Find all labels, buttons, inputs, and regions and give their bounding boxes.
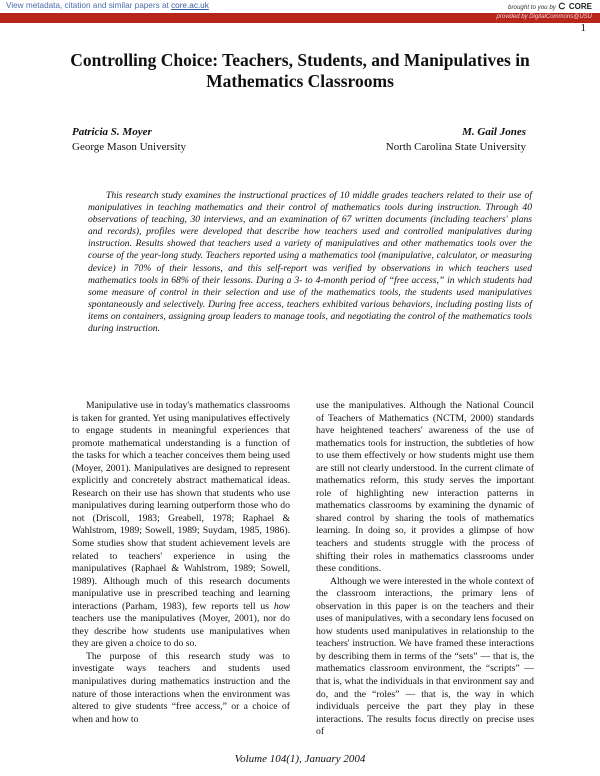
author-name: Patricia S. Moyer — [72, 126, 152, 138]
emphasis-text: how — [273, 600, 290, 612]
text-run: Manipulative use in today's mathematics classrooms is taken for granted. Yet using manipulatives effectively to engage students in meaningful experiences that promote mathematical understanding is a function of the tasks for which a teacher conceives them being used (Moyer, 2001). Manipulatives are designed to represent explicitly and concretely abstract mathematical ideas. Research on their use has shown that students who use manipulatives during learning outperform those who do not (Driscoll, 1983; Greabell, 1978; Raphael & Wahlstrom, 1989; Sowell, 1989; Suydam, 1985, 1986). Some studies show that student achievement levels are related to teachers' experience in using the manipulatives (Raphael & Wahlstrom, 1989; Sowell, 1989). Although much of this research documents manipulative use in prescribed teaching and learning interactions (Parham, 1983), few reports tell us — [72, 400, 290, 612]
body-paragraph: The purpose of this research study was to investigate ways teachers and students used manipulatives during mathematics instruction and the nature of those interactions when the environment was altered to give students “free access,” or a choice of when and how to — [72, 650, 290, 725]
body-paragraph: use the manipulatives. Although the National Council of Teachers of Mathematics (NCTM, 2000) standards have heightened teachers' awareness of the use of mathematics tools for instruction, the subtleties of how to use them effectively or how students might use them are still not clearly understood. In the current climate of mathematics reform, this study serves the important role of highlighting new interaction patterns in mathematics classrooms by examining the dynamic of shared control by sharing the tools of mathematics learning. In doing so, it provides a glimpse of how teachers and students struggle with the process of shifting their roles in mathematics classrooms under these conditions. — [316, 400, 534, 575]
author-affiliation: George Mason University — [72, 141, 187, 153]
body-column-2 — [316, 400, 534, 739]
author-block-1 — [72, 125, 186, 155]
body-paragraph: Although we were interested in the whole context of the classroom interactions, the primary lens of observation in this paper is on the teachers and their uses of manipulatives, with a secondary lens focused on how students used manipulatives in relationship to the teachers' instruction. We have framed these interactions by describing them in terms of the “sets” — that is, the mathematics classroom environment, the “scripts” — that is, what the individuals in that environment say and do, and the “roles” — that is, the way in which individuals perceive the part they play in these interactions. The results focus directly on precise uses of — [316, 575, 534, 738]
brought-text: brought to you by — [508, 4, 556, 11]
metadata-link[interactable] — [6, 1, 209, 10]
metadata-bar — [0, 0, 600, 13]
core-logo-icon — [558, 2, 566, 10]
author-name: M. Gail Jones — [462, 126, 526, 138]
author-affiliation: North Carolina State University — [385, 141, 526, 153]
body-paragraph — [72, 400, 290, 651]
abstract: This research study examines the instructional practices of 10 middle grades teachers related to their use of manipulatives in teaching mathematics and their control of mathematics tools during instruction. Through 40 observations of teaching, 30 interviews, and an examination of 67 written documents (including teachers' plans and records), profiles were developed that describe how teachers used and controlled manipulatives during instruction. Results showed that teachers used a variety of manipulatives and other mathematics tools over the course of the year-long study. Teachers reported using a mathematics tool (manipulative, calculator, or measuring device) in 70% of their lessons, and this self-report was verified by observations in which teachers used mathematics tools in 68% of their lessons. During a 3- to 4-month period of “free access,” in which students had some measure of control in their selection and use of the mathematics tools, the students used manipulatives spontaneously and selectively. During free access, teachers exhibited various behaviors, including posting lists of items on containers, assigning group leaders to manage tools, and negotiating the control of the mathematics tools during instruction. — [88, 190, 532, 335]
paper-title: Controlling Choice: Teachers, Students, and Manipulatives in Mathematics Classrooms — [70, 50, 530, 91]
provider-banner — [0, 13, 600, 23]
core-link[interactable]: core.ac.uk — [171, 1, 209, 10]
author-block-2 — [386, 125, 526, 155]
journal-footer: Volume 104(1), January 2004 — [234, 753, 366, 765]
provider-text[interactable]: provided by DigitalCommons@USU — [496, 14, 592, 20]
core-brand: CORE — [568, 2, 592, 11]
metadata-text: View metadata, citation and similar papers at — [6, 1, 172, 10]
body-column-1 — [72, 400, 290, 726]
page-number: 1 — [580, 22, 586, 34]
core-attribution[interactable] — [508, 2, 592, 11]
text-run: teachers use the manipulatives (Moyer, 2001), nor do they describe how students use manipulatives when they are given a choice to do so. — [72, 613, 290, 650]
